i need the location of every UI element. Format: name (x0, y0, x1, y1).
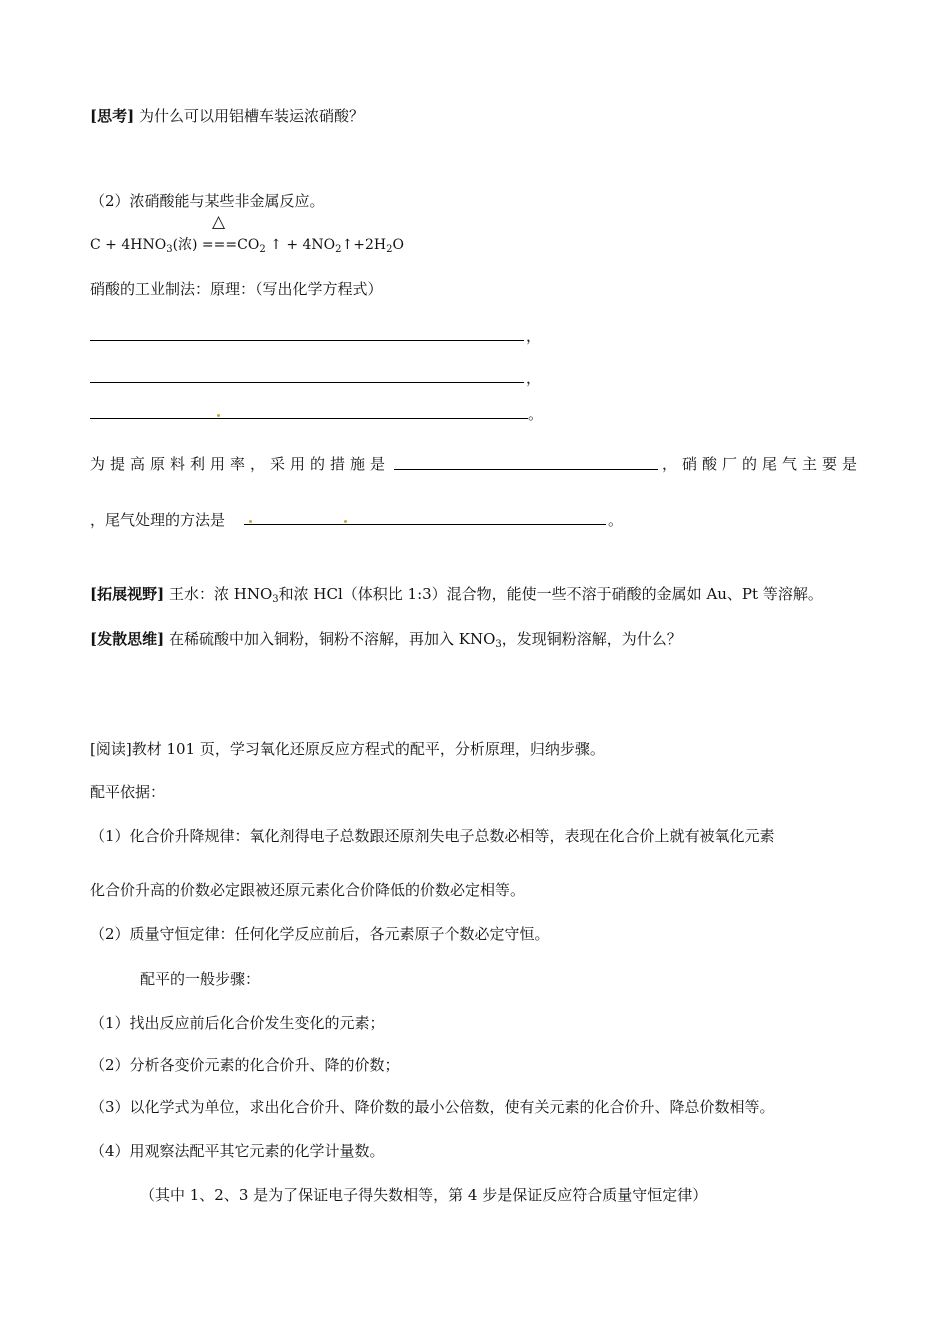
answer-line-1-sep: ， (526, 327, 542, 345)
item2-heading: （2）浓硝酸能与某些非金属反应。 (90, 192, 325, 210)
steps-note: （其中 1、2、3 是为了保证电子得失数相等，第 4 步是保证反应符合质量守恒定律） (140, 1186, 708, 1204)
utilization-text-2: ，硝酸厂的尾气主要是 (662, 455, 863, 473)
utilization-end: 。 (608, 511, 624, 529)
think-text: 为什么可以用铝槽车装运浓硝酸？ (138, 107, 364, 125)
eq-plus-no: ↑ + 4NO (265, 237, 336, 253)
rule-2: （2）质量守恒定律：任何化学反应前后，各元素原子个数必定守恒。 (90, 925, 550, 943)
expand-text-b: 和浓 HCl（体积比 1:3）混合物，能使一些不溶于硝酸的金属如 Au、Pt 等溶解。 (278, 585, 823, 603)
expand-view (90, 584, 823, 604)
rule-1-line-1: （1）化合价升降规律：氧化剂得电子总数跟还原剂失电子总数必相等，表现在化合价上就有被氧化元素 (90, 827, 775, 845)
answer-line-2[interactable] (90, 382, 524, 383)
expand-text-a: 王水：浓 HNO (168, 585, 273, 603)
think-question (90, 106, 364, 126)
carbon-nitric-equation (90, 235, 404, 255)
stray-mark (217, 414, 220, 417)
answer-line-1[interactable] (90, 340, 524, 341)
industry-heading: 硝酸的工业制法：原理：（写出化学方程式） (90, 280, 383, 298)
tail-gas-blank[interactable] (244, 524, 606, 525)
diverge-tag: [发散思维] (90, 630, 165, 648)
eq-lhs: C + 4HNO (90, 237, 167, 253)
step-3: （3）以化学式为单位，求出化合价升、降价数的最小公倍数，使有关元素的化合价升、降总价数相等。 (90, 1098, 775, 1116)
stray-mark (249, 520, 252, 523)
eq-lhs-tail: (浓) ===CO (172, 237, 260, 253)
eq-lhs-sub: 3 (166, 244, 173, 255)
steps-title: 配平的一般步骤： (140, 970, 261, 988)
expand-tag: [拓展视野] (90, 585, 165, 603)
rule-1-line-2: 化合价升高的价数必定跟被还原元素化合价降低的价数必定相等。 (90, 881, 526, 899)
diverge-text-a: 在稀硫酸中加入铜粉，铜粉不溶解，再加入 KNO (168, 630, 496, 648)
answer-line-2-sep: ， (526, 369, 542, 387)
basis-title: 配平依据： (90, 783, 166, 801)
step-1: （1）找出反应前后化合价发生变化的元素； (90, 1014, 385, 1032)
stray-mark (344, 520, 347, 523)
answer-line-3[interactable] (90, 418, 528, 419)
eq-tail: ↑+2H (341, 237, 387, 253)
think-tag: [思考] (90, 107, 135, 125)
measure-blank[interactable] (394, 469, 658, 470)
diverge-text-b: ，发现铜粉溶解，为什么？ (501, 630, 682, 648)
diverge-thinking (90, 629, 682, 649)
eq-h2o-sub: 2 (386, 244, 393, 255)
step-4: （4）用观察法配平其它元素的化学计量数。 (90, 1142, 385, 1160)
reading-text: [阅读]教材 101 页，学习氧化还原反应方程式的配平，分析原理，归纳步骤。 (90, 740, 605, 758)
heat-symbol: △ (212, 212, 226, 232)
expand-sub: 3 (272, 594, 279, 605)
answer-line-3-sep: 。 (528, 405, 544, 423)
utilization-text-3: ，尾气处理的方法是 (90, 511, 226, 529)
diverge-sub: 3 (495, 639, 502, 650)
eq-no2-sub: 2 (335, 244, 342, 255)
utilization-text-1: 为提高原料利用率，采用的措施是 (90, 455, 391, 473)
step-2: （2）分析各变价元素的化合价升、降的价数； (90, 1056, 400, 1074)
eq-tail2: O (392, 237, 404, 253)
eq-co2-sub: 2 (259, 244, 266, 255)
